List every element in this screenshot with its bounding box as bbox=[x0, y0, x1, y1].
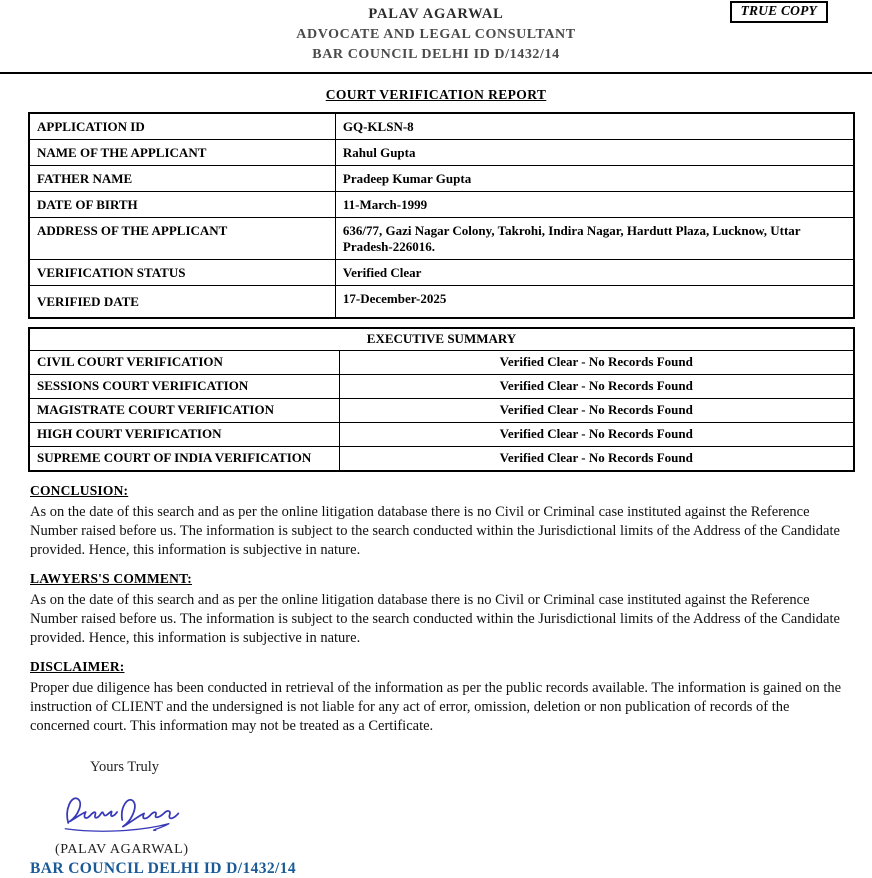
row-value: GQ-KLSN-8 bbox=[335, 113, 854, 140]
true-copy-label: TRUE COPY bbox=[740, 3, 817, 18]
row-label: FATHER NAME bbox=[29, 166, 335, 192]
row-value: Verified Clear - No Records Found bbox=[339, 351, 854, 375]
section-heading: LAWYERS'S COMMENT: bbox=[30, 571, 192, 586]
table-row bbox=[29, 260, 854, 286]
signatory-name: (PALAV AGARWAL) bbox=[55, 842, 189, 857]
section-body: As on the date of this search and as per the online litigation database there is no Civil or Criminal case instituted against the Reference Number raised before us. The information is subject to the search conducted within the Jurisdictional limits of the Address of the Candidate provided. Hence, this information is subjective in nature. bbox=[30, 504, 840, 558]
section-body: Proper due diligence has been conducted in retrieval of the information as per the public records available. The information is gained on the instruction of CLIENT and the undersigned is not liable for any act of error, omission, deletion or non publication of records of the concerned court. This information may not be treated as a Certificate. bbox=[30, 680, 842, 734]
table-row bbox=[29, 447, 854, 472]
row-label: HIGH COURT VERIFICATION bbox=[29, 423, 339, 447]
report-title: COURT VERIFICATION REPORT bbox=[325, 87, 547, 102]
closing-salutation: Yours Truly bbox=[90, 759, 160, 775]
row-value: 636/77, Gazi Nagar Colony, Takrohi, Indira Nagar, Hardutt Plaza, Lucknow, Uttar Pradesh-226016. bbox=[335, 218, 854, 260]
summary-table bbox=[28, 327, 855, 472]
row-value: 17-December-2025 bbox=[335, 286, 854, 319]
row-value: Verified Clear - No Records Found bbox=[339, 399, 854, 423]
row-label: NAME OF THE APPLICANT bbox=[29, 140, 335, 166]
row-label: CIVIL COURT VERIFICATION bbox=[29, 351, 339, 375]
true-copy-stamp bbox=[730, 1, 828, 23]
table-row bbox=[29, 140, 854, 166]
section-disclaimer bbox=[30, 659, 848, 736]
row-value: Pradeep Kumar Gupta bbox=[335, 166, 854, 192]
advocate-title: ADVOCATE AND LEGAL CONSULTANT bbox=[296, 27, 576, 42]
row-value: Verified Clear bbox=[335, 260, 854, 286]
section-heading: DISCLAIMER: bbox=[30, 659, 125, 674]
table-row bbox=[29, 375, 854, 399]
table-row bbox=[29, 166, 854, 192]
row-label: DATE OF BIRTH bbox=[29, 192, 335, 218]
section-lawyers-comment bbox=[30, 571, 848, 648]
section-conclusion bbox=[30, 483, 848, 560]
applicant-table bbox=[28, 112, 855, 319]
row-value: Rahul Gupta bbox=[335, 140, 854, 166]
row-label: SUPREME COURT OF INDIA VERIFICATION bbox=[29, 447, 339, 472]
summary-header: EXECUTIVE SUMMARY bbox=[29, 328, 854, 351]
row-value: Verified Clear - No Records Found bbox=[339, 447, 854, 472]
table-row bbox=[29, 192, 854, 218]
row-label: SESSIONS COURT VERIFICATION bbox=[29, 375, 339, 399]
footer-bar-id: BAR COUNCIL DELHI ID D/1432/14 bbox=[30, 860, 297, 877]
summary-header-row bbox=[29, 328, 854, 351]
row-value: Verified Clear - No Records Found bbox=[339, 423, 854, 447]
table-row bbox=[29, 286, 854, 319]
table-row bbox=[29, 351, 854, 375]
advocate-name: PALAV AGARWAL bbox=[368, 6, 504, 22]
row-label: APPLICATION ID bbox=[29, 113, 335, 140]
header-bar-id: BAR COUNCIL DELHI ID D/1432/14 bbox=[312, 47, 560, 62]
row-value: Verified Clear - No Records Found bbox=[339, 375, 854, 399]
signature-image bbox=[58, 784, 872, 840]
table-row bbox=[29, 423, 854, 447]
row-label: VERIFIED DATE bbox=[29, 286, 335, 319]
section-heading: CONCLUSION: bbox=[30, 483, 129, 498]
row-value: 11-March-1999 bbox=[335, 192, 854, 218]
section-body: As on the date of this search and as per the online litigation database there is no Civil or Criminal case instituted against the Reference Number raised before us. The information is subject to the search conducted within the Jurisdictional limits of the Address of the Candidate provided. Hence, this information is subjective in nature. bbox=[30, 592, 840, 646]
row-label: MAGISTRATE COURT VERIFICATION bbox=[29, 399, 339, 423]
row-label: VERIFICATION STATUS bbox=[29, 260, 335, 286]
table-row bbox=[29, 113, 854, 140]
table-row bbox=[29, 218, 854, 260]
header-divider bbox=[0, 72, 872, 74]
table-row bbox=[29, 399, 854, 423]
row-label: ADDRESS OF THE APPLICANT bbox=[29, 218, 335, 260]
